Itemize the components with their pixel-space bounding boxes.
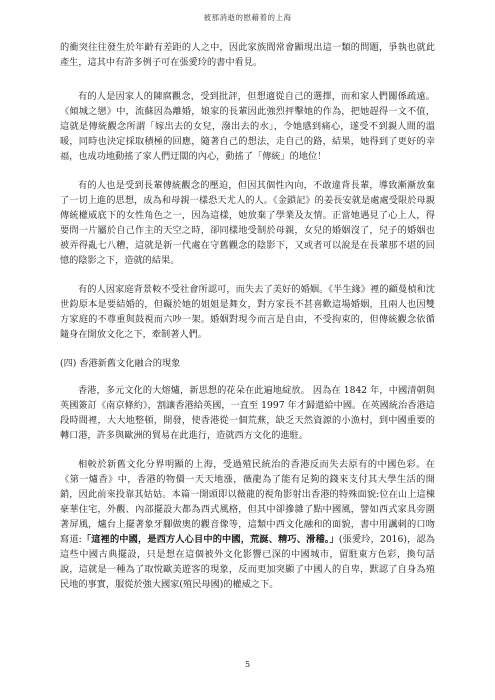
running-header: 被那消逝的慰藉着的上海	[203, 13, 292, 22]
paragraph-2: 有的人是因家人的陳腐觀念，受到批評，但想適從自己的選擇，而和家人們關係疏遠。《傾城之戀》中，流蘇因為離婚，娘家的長輩因此強烈抨擊她的作為，把她趕得一文不值，這就是傳統觀念所謂「嫁出去的女兒，潑出去的水」，令她感到痛心，遂受不到親人間的溫暖，同時也決定採取積極的回應，隨著自己的想法，走自己的路，結果，她得到了更好的幸福，也成功地動搖了家人們迂闊的內心，動搖了「傳統」的地位！	[60, 91, 435, 162]
paragraph-1: 的衝突往往發生於年齡有差距的人之中，因此家族間常會顯現出這一類的問題，爭執也就此產生，這其中有許多例子可在張愛玲的書中看見。	[60, 42, 435, 68]
page-body	[60, 40, 435, 606]
paragraph-3: 有的人也是受到長輩傳統觀念的壓迫，但因其個性內向，不敢違背長輩，導致漸漸放棄了一切上進的思想，成為和母親一樣恐天尤人的人。《金鎖記》的姜長安就是處處受限於母親傳統權威底下的女性角色之一，因為這樣，她放棄了學業及友情。正當她遇見了心上人，得要問一片屬於自己作主的天空之時，卻同樣地受制於母親，女兒的婚姻沒了，兒子的婚姻也被弄得亂七八糟，這就是新一代處在守舊觀念的陰影下，又或者可以說是在長輩那不堪的回憶的陰影之下，造就的結果。	[60, 180, 435, 266]
section-heading: (四) 香港新舊文化融合的現象	[60, 358, 181, 369]
paragraph-4: 有的人因家庭背景較不受社會所認可，而失去了美好的婚姻。《半生緣》裡的顧曼楨和沈世鈞原本是要結婚的，但礙於她的姐姐是舞女，對方家長不甚喜歡這場婚姻，且兩人也因雙方家庭的不尊重與鼓視而六吵一架。婚姻對現今而言是自由，不受拘束的，但傳統觀念依循隨身在開放文化之下，牽制著人們。	[60, 284, 435, 340]
paragraph-6	[60, 457, 435, 592]
page-number: 5	[244, 660, 251, 669]
paragraph-6-text-after: (張愛玲，2016)，認為這些中國古典擺設，只是想在這個被外文化影響已深的中國城市，留駐東方色彩，換句話說，這就是一種為了取悅歐美遊客的現象，反而更加突顯了中國人的自卑，默認了自身為殖民地的事實，服從於強大國家(殖民母國)的權威之下。	[60, 534, 435, 590]
bold-quotation: 「這裡的中國，是西方人心目中的中國，荒誕、精巧、滑稽。」	[81, 534, 339, 545]
paragraph-6-text-before: 相較於新舊文化分界明顯的上海，受過殖民統治的香港反而失去原有的中國色彩。在《第一爐香》中，香港的物價一天天地漲，薇龍為了能有足夠的錢來支付其大學生活的開銷，因此前來投靠其姑姑。本篇一開頭即以薇龍的視角影射出香港的特殊面貌:位在山上這棟豪華住宅，外觀、內部擺設大都為西式風格，但其中卻摻雜了點中國風，譬如西式家具旁圍著屏風，爐台上擺著象牙腳做奧的觀音像等，這類中西文化融和的面貌，書中用諷刺的口吻寫道:	[60, 459, 435, 545]
paragraph-5: 香港，多元文化的大熔爐，新思想的花朵在此遍地綻放。 因為在 1842 年，中國清朝與英國簽訂《南京條約》，割讓香港給英國，一直至 1997 年才歸還給中國。在英國統治香港這段時間裡，大大地整頓，開發，使香港從一個荒蕪，缺乏天然資源的小漁村，到中國重要的轉口港，許多與歐洲的貿易在此進行，造就西方文化的進駐。	[60, 385, 435, 441]
